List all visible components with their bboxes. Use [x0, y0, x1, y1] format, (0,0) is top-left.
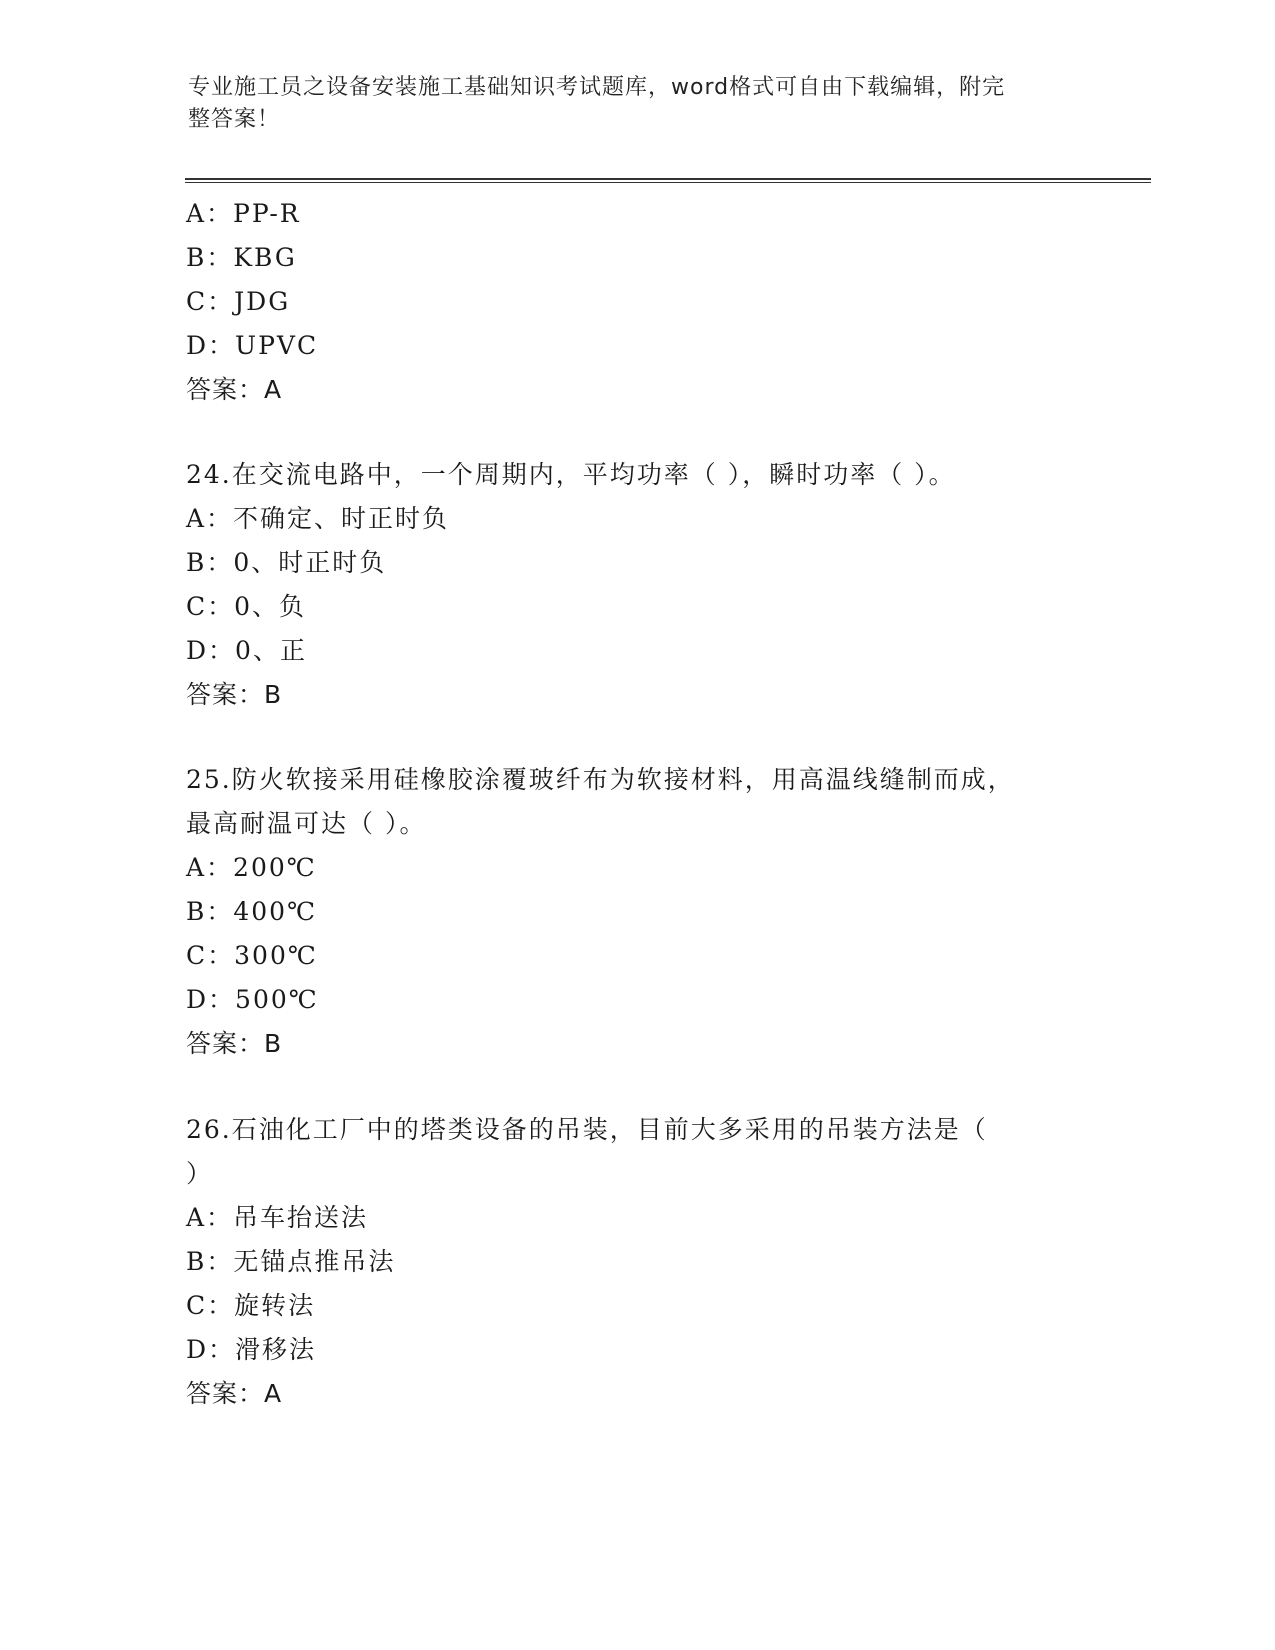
header-line-1: 专业施工员之设备安装施工基础知识考试题库，word格式可自由下载编辑，附完: [188, 75, 1006, 100]
question-text-line-1: 26.石油化工厂中的塔类设备的吊装，目前大多采用的吊装方法是（: [186, 1115, 988, 1144]
answer-line: 答案：B: [186, 1029, 283, 1058]
question-text-line-2: ）: [186, 1159, 214, 1188]
option-b: B：0、时正时负: [186, 548, 387, 577]
option-b: B：400℃: [186, 897, 318, 926]
option-d: D：滑移法: [186, 1335, 317, 1364]
answer-line: 答案：A: [186, 1379, 283, 1408]
option-d: D：0、正: [186, 636, 307, 665]
option-a: A：PP-R: [186, 199, 301, 228]
option-b: B：无锚点推吊法: [186, 1247, 396, 1276]
option-c: C：旋转法: [186, 1291, 316, 1320]
option-b: B：KBG: [186, 243, 297, 272]
question-text: 24.在交流电路中，一个周期内，平均功率（ ），瞬时功率（ ）。: [186, 460, 956, 489]
question-text-line-1: 25.防火软接采用硅橡胶涂覆玻纤布为软接材料，用高温线缝制而成，: [186, 765, 1015, 794]
header-divider-thin: [185, 182, 1151, 183]
answer-line: 答案：A: [186, 375, 283, 404]
option-d: D：UPVC: [186, 331, 319, 360]
header-divider-thick: [185, 178, 1151, 180]
answer-line: 答案：B: [186, 680, 283, 709]
question-text-line-2: 最高耐温可达（ ）。: [186, 809, 427, 838]
option-c: C：0、负: [186, 592, 307, 621]
document-header: [188, 72, 1088, 136]
option-a: A：不确定、时正时负: [186, 504, 450, 533]
option-c: C：300℃: [186, 941, 318, 970]
option-a: A：200℃: [186, 853, 317, 882]
header-line-2: 整答案！: [188, 107, 281, 132]
option-d: D：500℃: [186, 985, 319, 1014]
option-a: A：吊车抬送法: [186, 1203, 369, 1232]
option-c: C：JDG: [186, 287, 291, 316]
